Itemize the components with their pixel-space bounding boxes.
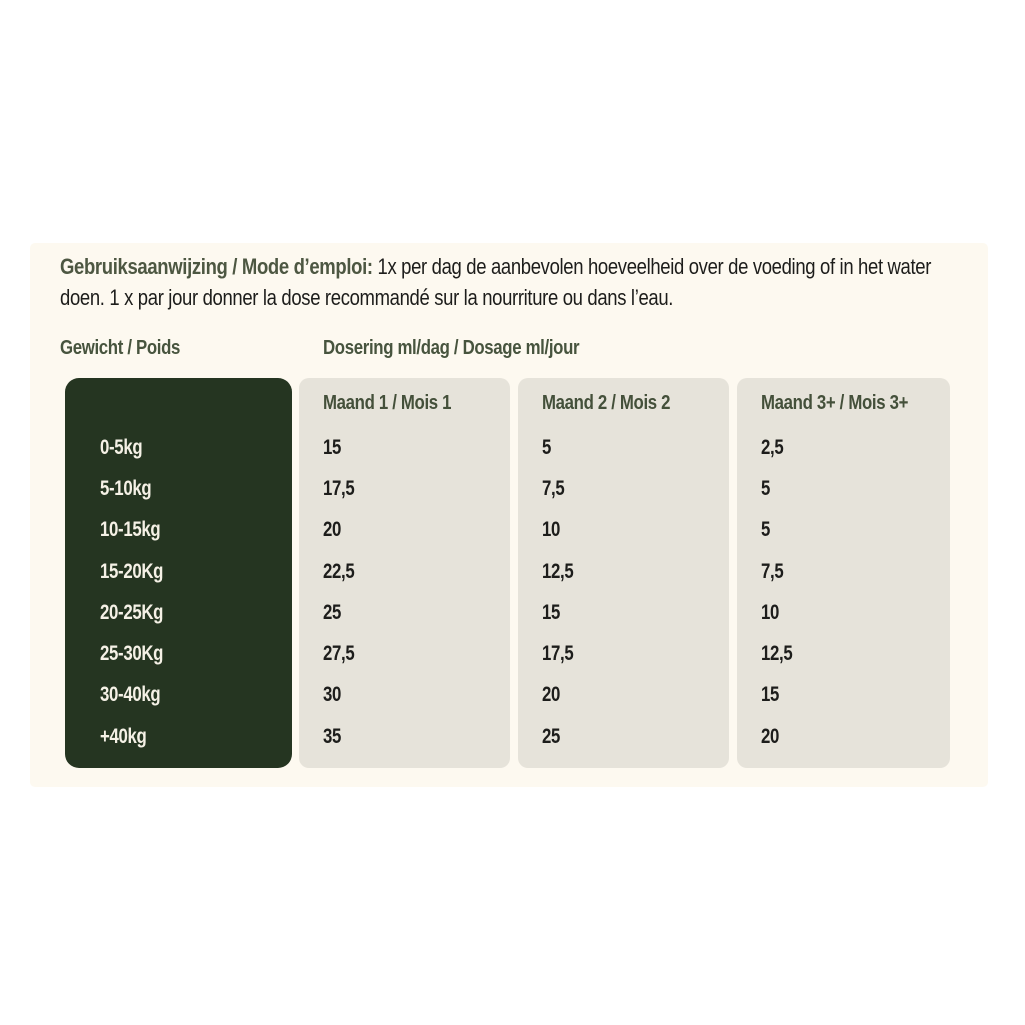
table-row — [299, 716, 510, 757]
weight-column — [65, 378, 292, 768]
dose-value: 12,5 — [761, 642, 793, 666]
month3plus-column — [737, 378, 950, 768]
dose-value: 7,5 — [761, 559, 784, 583]
table-row — [737, 551, 950, 592]
dose-value: 5 — [761, 476, 771, 500]
table-row — [65, 551, 292, 592]
dose-value: 15 — [761, 683, 780, 707]
table-row — [737, 633, 950, 674]
month2-column-header: Maand 2 / Mois 2 — [542, 392, 671, 414]
table-row — [299, 633, 510, 674]
table-row — [737, 427, 950, 468]
weight-label: 25-30Kg — [100, 642, 164, 666]
weight-label: 5-10kg — [100, 476, 152, 500]
table-row — [737, 675, 950, 716]
table-row — [299, 510, 510, 551]
dose-value: 5 — [761, 518, 771, 542]
dose-value: 20 — [761, 724, 780, 748]
month2-column — [518, 378, 729, 768]
dose-value: 17,5 — [323, 476, 355, 500]
table-row — [737, 592, 950, 633]
weight-label: 15-20Kg — [100, 559, 164, 583]
usage-instructions-line1-rest: 1x per dag de aanbevolen hoeveelheid over de voeding of in het water — [372, 254, 932, 279]
dose-value: 25 — [323, 600, 342, 624]
dose-value: 20 — [542, 683, 561, 707]
table-row — [65, 592, 292, 633]
usage-instructions — [60, 251, 1025, 313]
weight-label: 20-25Kg — [100, 600, 164, 624]
table-row — [518, 592, 729, 633]
dose-value: 10 — [761, 600, 780, 624]
dose-value: 12,5 — [542, 559, 574, 583]
table-row — [737, 468, 950, 509]
dosage-info-panel — [30, 243, 988, 787]
dose-value: 27,5 — [323, 642, 355, 666]
table-row — [518, 510, 729, 551]
month3plus-rows — [737, 427, 950, 757]
usage-instructions-line2: doen. 1 x par jour donner la dose recommandé sur la nourriture ou dans l’eau. — [60, 285, 674, 310]
table-row — [518, 427, 729, 468]
dose-value: 15 — [542, 600, 561, 624]
table-row — [518, 468, 729, 509]
dosage-table — [65, 378, 950, 768]
table-row — [65, 510, 292, 551]
dose-value: 25 — [542, 724, 561, 748]
table-row — [65, 427, 292, 468]
table-row — [299, 675, 510, 716]
month2-rows — [518, 427, 729, 757]
table-row — [65, 468, 292, 509]
table-row — [299, 551, 510, 592]
dose-value: 30 — [323, 683, 342, 707]
table-row — [518, 716, 729, 757]
table-row — [65, 633, 292, 674]
weight-label: 10-15kg — [100, 518, 161, 542]
weight-section-label: Gewicht / Poids — [60, 337, 181, 359]
month1-rows — [299, 427, 510, 757]
table-row — [65, 716, 292, 757]
month1-column-header: Maand 1 / Mois 1 — [323, 392, 452, 414]
dose-value: 22,5 — [323, 559, 355, 583]
dose-value: 10 — [542, 518, 561, 542]
table-row — [299, 592, 510, 633]
dose-value: 5 — [542, 435, 552, 459]
dosage-section-label: Dosering ml/dag / Dosage ml/jour — [323, 337, 580, 359]
table-row — [299, 427, 510, 468]
table-row — [737, 510, 950, 551]
dose-value: 15 — [323, 435, 342, 459]
dose-value: 2,5 — [761, 435, 784, 459]
table-row — [299, 468, 510, 509]
usage-instructions-line1 — [60, 251, 931, 282]
dose-value: 17,5 — [542, 642, 574, 666]
table-row — [518, 551, 729, 592]
weight-label: 0-5kg — [100, 435, 143, 459]
dose-value: 35 — [323, 724, 342, 748]
month1-column — [299, 378, 510, 768]
table-row — [518, 675, 729, 716]
dose-value: 7,5 — [542, 476, 565, 500]
weight-label: +40kg — [100, 724, 147, 748]
usage-instructions-lead: Gebruiksaanwijzing / Mode d’emploi: — [60, 254, 373, 279]
month3plus-column-header: Maand 3+ / Mois 3+ — [761, 392, 909, 414]
table-row — [737, 716, 950, 757]
table-row — [65, 675, 292, 716]
table-row — [518, 633, 729, 674]
dose-value: 20 — [323, 518, 342, 542]
weight-rows — [65, 427, 292, 757]
weight-label: 30-40kg — [100, 683, 161, 707]
